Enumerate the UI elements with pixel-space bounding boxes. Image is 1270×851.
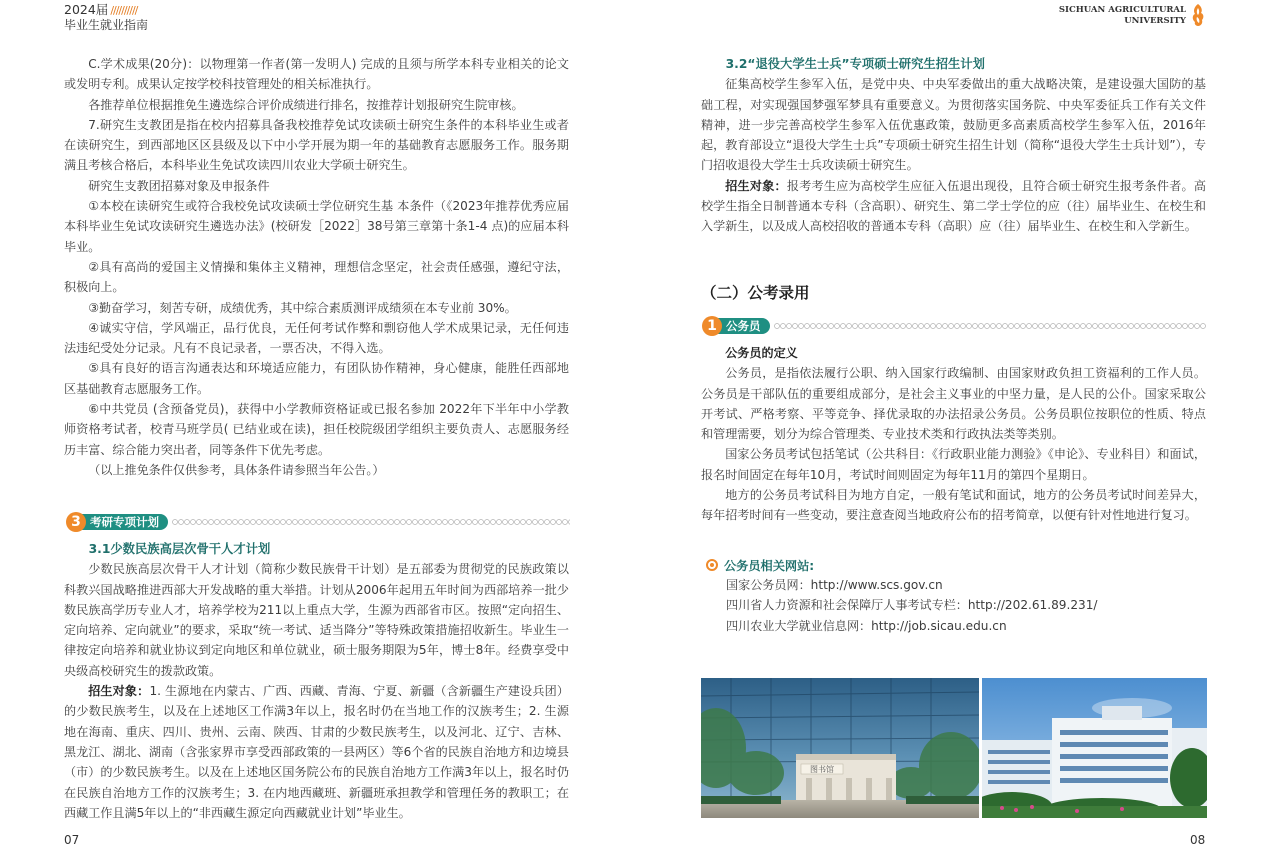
left-top-text [64,54,569,480]
section-number: 3 [66,512,86,532]
paragraph: C.学术成果(20分)：以物理第一作者(第一发明人) 完成的且须与所学本科专业相关的论文或发明专利。成果认定按学校科技管理处的相关标准执行。 [64,57,569,92]
paragraph: 国家公务员考试包括笔试（公共科目：《行政职业能力测验》《申论》、专业科目）和面试，报名时间固定在每年10月，考试时间则固定为每年11月的第四个星期日。 [701,447,1206,482]
header-university-name [1059,5,1186,27]
header-year: 2024届 [64,2,109,17]
paragraph: （以上推免条件仅供参考，具体条件请参照当年公告。） [88,462,385,477]
definition-title: 公务员的定义 [725,346,798,360]
subsection-title: 3.2“退役大学生士兵”专项硕士研究生招生计划 [725,57,985,71]
links-heading-text: 公务员相关网站: [724,559,815,573]
paragraph: 7.研究生支教团是指在校内招募具备我校推荐免试攻读硕士研究生条件的本科毕业生或者在读研究生，到西部地区区县级及以下中小学开展为期一年的基础教育志愿服务工作。服务期满且考核合格后，本科毕业生免试攻读四川农业大学硕士研究生。 [64,117,569,173]
subsection-title: 3.1少数民族高层次骨干人才计划 [88,542,271,556]
header-slashes: ////////// [110,4,138,17]
page-number-left: 07 [64,833,80,847]
header-left [64,2,148,32]
paragraph: 研究生支教团招募对象及申报条件 [88,178,270,193]
links-heading [706,557,814,574]
section-heading-1 [702,316,1206,336]
paragraph: 地方的公务员考试科目为地方自定，一般有笔试和面试，地方的公务员考试时间差异大，每年招考时间有一些变动，要注意查阅当地政府公布的招考简章，以便有针对性地进行复习。 [701,488,1206,523]
section-heading-3 [66,512,570,532]
recruit-text: 报考考生应为高校学生应征入伍退出现役，且符合硕士研究生报考条件者。高校学生指全日制普通本专科（含高职）、研究生、第二学士学位的应（往）届毕业生、在校生和入学新生，以及成人高校招收的普通本专科（高职）应（往）届毕业生、在校生和入学新生。 [701,178,1206,234]
right-top-text [701,54,1206,237]
paragraph: 少数民族高层次骨干人才计划（简称少数民族骨干计划）是五部委为贯彻党的民族政策以科教兴国战略推进西部大开发战略的重大举措。计划从2006年起用五年时间为西部培养一批少数民族高学历专业人才，培养学校为211以上重点大学，生源为西部省市区。按照“定向招生、定向培养、定向就业”的要求，采取“统一考试、适当降分”等特殊政策措施招收新生。毕业生一律按定向培养和就业协议到定向地区和单位就业，硕士服务期限为5年，博士8年。经费享受中央级高校研究生的拨款政策。 [64,562,569,678]
paragraph: ①本校在读研究生或符合我校免试攻读硕士学位研究生基 本条件（《2023年推荐优秀应届本科毕业生免试攻读研究生遴选办法》(校研发［2022］38号第三章第十条1-4 点)的应届本科毕业。 [64,199,569,254]
bullet-icon [706,559,718,571]
links-list [726,575,1097,636]
university-logo-icon [1190,3,1206,27]
recruit-text: 1. 生源地在内蒙古、广西、西藏、青海、宁夏、新疆（含新疆生产建设兵团）的少数民族考生，以及在上述地区工作满3年以上，报名时仍在当地工作的汉族考生；2. 生源地在海南、重庆、四川、贵州、云南、陕西、甘肃的少数民族考生，以及河北、辽宁、吉林、黑龙江、湖北、湖南（含张家界市享受西部政策的一县两区）等6个省的民族自治地方和边境县（市）的少数民族考生。以及在上述地区国务院公布的民族自治地方工作满3年以上，报名时仍在民族自治地方工作的汉族考生；3. 在内地西藏班、新疆班承担教学和管理任务的教职工；在西藏工作且满5年以上的“非西藏生源定向西藏就业计划”毕业生。 [64,684,569,820]
paragraph: 各推荐单位根据推免生遴选综合评价成绩进行排名，按推荐计划报研究生院审核。 [88,97,524,112]
library-photo [701,678,979,818]
left-section3-text [64,539,569,823]
link-item[interactable]: 四川农业大学就业信息网：http://job.sicau.edu.cn [726,618,1007,633]
section-number: 1 [702,316,722,336]
section-pattern [172,517,570,527]
campus-building-photo [982,678,1207,818]
paragraph: ③勤奋学习，刻苦专研，成绩优秀，其中综合素质测评成绩须在本专业前 30%。 [88,300,517,315]
recruit-label: 招生对象： [725,178,787,193]
paragraph: ②具有高尚的爱国主义情操和集体主义精神，理想信念坚定，社会责任感强，遵纪守法，积极向上。 [64,259,569,295]
paragraph: 征集高校学生参军入伍，是党中央、中央军委做出的重大战略决策，是建设强大国防的基础工程，对实现强国梦强军梦具有重要意义。为贯彻落实国务院、中央军委征兵工作有关文件精神，进一步完善高校学生参军入伍优惠政策，鼓励更多高素质高校学生参军入伍，2016年起，教育部设立“退役大学生士兵”专项硕士研究生招生计划（简称“退役大学生士兵计划”），专门招收退役大学生士兵攻读硕士研究生。 [701,77,1206,173]
link-item[interactable]: 国家公务员网：http://www.scs.gov.cn [726,578,943,592]
paragraph: 公务员，是指依法履行公职、纳入国家行政编制、由国家财政负担工资福利的工作人员。公务员是干部队伍的重要组成部分，是社会主义事业的中坚力量，是人民的公仆。国家采取公开考试、严格考察、平等竞争、择优录取的办法招录公务员。公务员职位按职位的性质、特点和管理需要，划分为综合管理类、专业技术类和行政执法类等类别。 [701,366,1206,442]
right-civil-text [701,343,1206,526]
section-pattern [774,321,1206,331]
chapter-heading: （二）公考录用 [701,284,810,302]
section-label: 考研专项计划 [79,514,168,530]
section-label: 公务员 [715,318,770,334]
page-number-right: 08 [1190,833,1206,847]
univ-line2: UNIVERSITY [1124,16,1186,26]
recruit-label: 招生对象： [88,684,150,699]
photo-sign-text: 图书馆 [810,765,834,774]
paragraph: ⑥中共党员 (含预备党员)，获得中小学教师资格证或已报名参加 2022年下半年中小学教师资格考试者，校青马班学员( 已结业或在读)，担任校院级团学组织主要负责人、志愿服务经历丰富、综合能力突出者，同等条件下优先考虑。 [64,402,569,457]
paragraph: ⑤具有良好的语言沟通表达和环境适应能力，有团队协作精神，身心健康，能胜任西部地区基础教育志愿服务工作。 [64,361,569,396]
header-guide-title: 毕业生就业指南 [64,18,149,32]
univ-line1: SICHUAN AGRICULTURAL [1058,5,1186,15]
link-item[interactable]: 四川省人力资源和社会保障厅人事考试专栏：http://202.61.89.231/ [726,598,1098,613]
paragraph: ④诚实守信，学风端正，品行优良，无任何考试作弊和剽窃他人学术成果记录，无任何违法违纪受处分记录。凡有不良记录者，一票否决，不得入选。 [64,320,569,356]
